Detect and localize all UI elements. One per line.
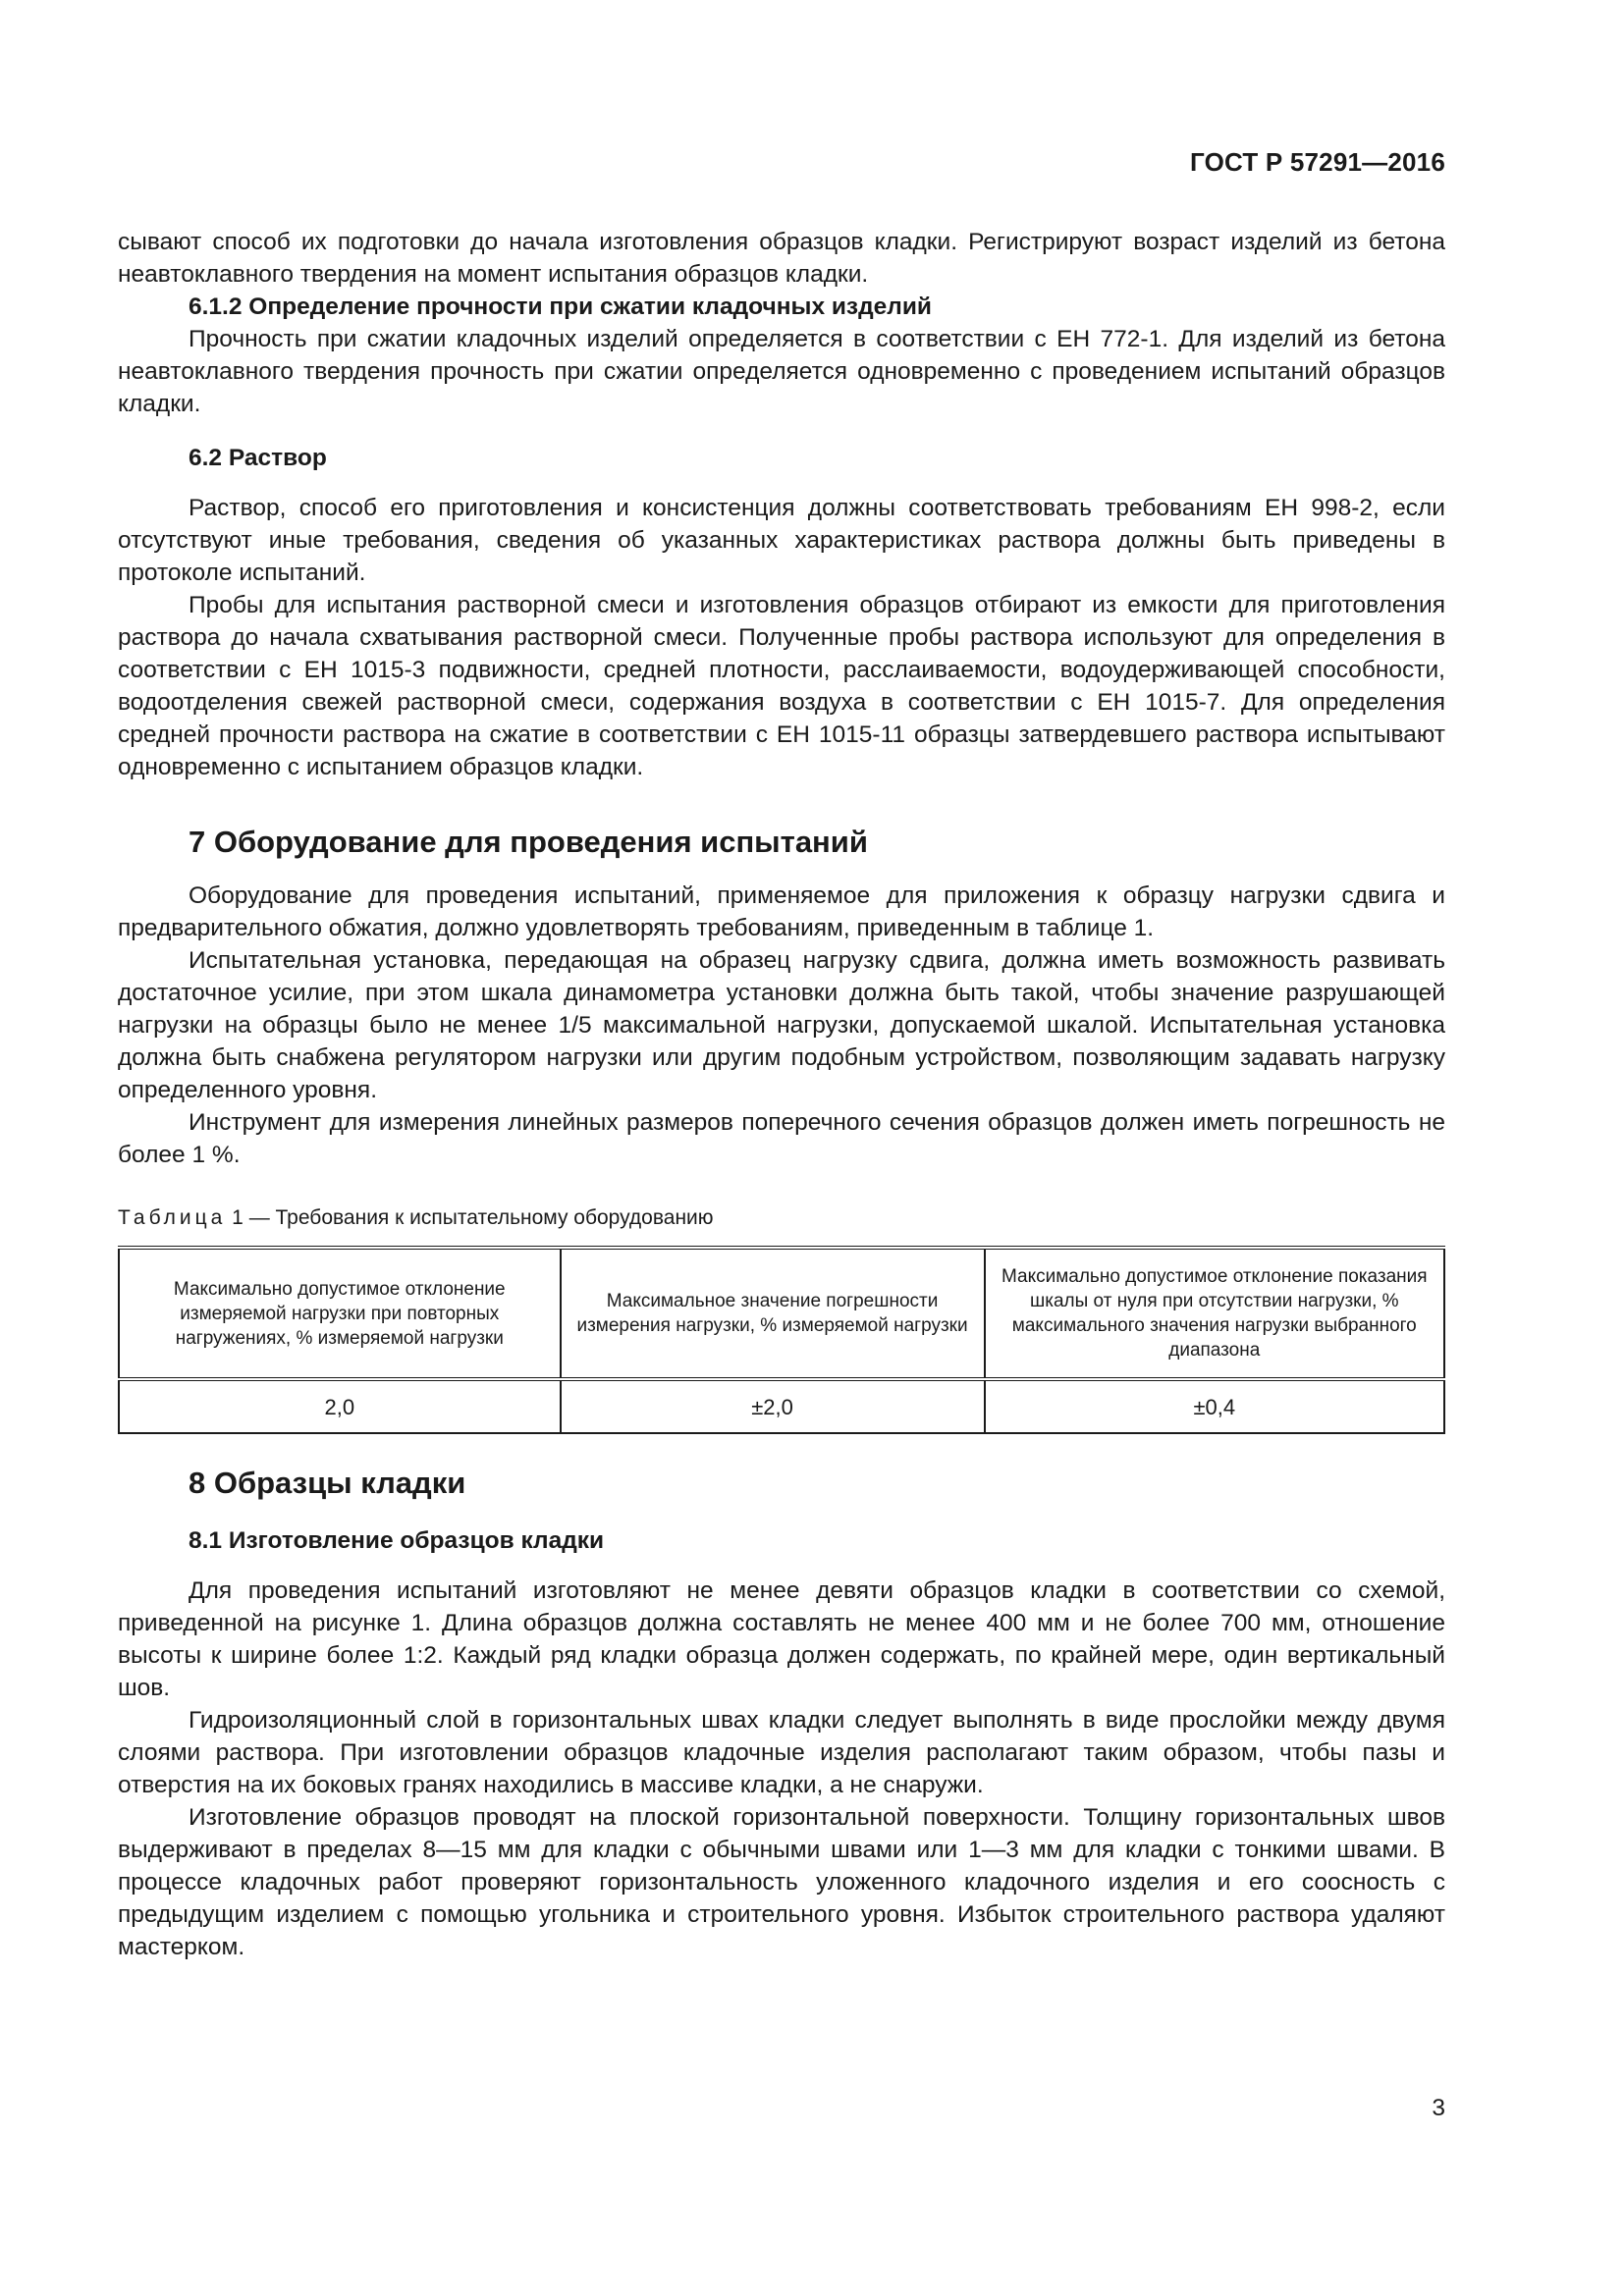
document-page [118,0,1445,2296]
section-7-paragraph-2: Испытательная установка, передающая на образец нагрузку сдвига, должна иметь возможность развивать достаточное усилие, при этом шкала динамометра установки должна быть такой, чтобы значение разрушающей нагрузки на образцы было не менее 1/5 максимальной нагрузки, допускаемой шкалой. Испытательная установка должна быть снабжена регулятором нагрузки или другим подобным устройством, позволяющим задавать нагрузку определенного уровня. [118,947,1445,1103]
table-caption-label: Таблица [118,1206,227,1229]
table-caption-text: 1 — Требования к испытательному оборудованию [226,1206,714,1229]
table-cell: ±0,4 [985,1379,1444,1433]
section-6-1-2-title: 6.1.2 Определение прочности при сжатии кладочных изделий [189,294,932,320]
section-8-1-paragraph-3: Изготовление образцов проводят на плоской горизонтальной поверхности. Толщину горизонтальных швов выдерживают в пределах 8—15 мм для кладки с обычными швами или 1—3 мм для кладки с тонкими швами. В процессе кладочных работ проверяют горизонтальность уложенного кладочного изделия и его соосность с предыдущим изделием с помощью угольника и строительного уровня. Избыток строительного раствора удаляют мастерком. [118,1804,1445,1960]
table-cell: 2,0 [119,1379,561,1433]
table-header-row [119,1248,1444,1379]
section-8-1-paragraph-1: Для проведения испытаний изготовляют не менее девяти образцов кладки в соответствии со схемой, приведенной на рисунке 1. Длина образцов должна составлять не менее 400 мм и не более 700 мм, отношение высоты к ширине более 1:2. Каждый ряд кладки образца должен содержать, по крайней мере, один вертикальный шов. [118,1577,1445,1701]
table-1-caption [118,1204,1445,1232]
section-6-1-2-paragraph: Прочность при сжатии кладочных изделий определяется в соответствии с ЕН 772-1. Для изделий из бетона неавтоклавного твердения прочность при сжатии определяется одновременно с проведением испытаний образцов кладки. [118,326,1445,417]
section-7-heading: 7 Оборудование для проведения испытаний [189,825,868,859]
table-header-cell: Максимальное значение погрешности измерения нагрузки, % измеряемой нагрузки [561,1248,985,1379]
section-7-paragraph-3: Инструмент для измерения линейных размеров поперечного сечения образцов должен иметь погрешность не более 1 %. [118,1109,1445,1168]
standard-designation: ГОСТ Р 57291—2016 [1190,147,1445,177]
section-6-2-paragraph-2: Пробы для испытания растворной смеси и изготовления образцов отбирают из емкости для приготовления раствора до начала схватывания растворной смеси. Полученные пробы раствора используют для определения в соответствии с ЕН 1015-3 подвижности, средней плотности, расслаиваемости, водоудерживающей способности, водоотделения свежей растворной смеси, содержания воздуха в соответствии с ЕН 1015-7. Для определения средней прочности раствора на сжатие в соответствии с ЕН 1015-11 образцы затвердевшего раствора испытывают одновременно с испытанием образцов кладки. [118,592,1445,780]
section-6-2-paragraph-1: Раствор, способ его приготовления и консистенция должны соответствовать требованиям ЕН 998-2, если отсутствуют иные требования, сведения об указанных характеристиках раствора должны быть приведены в протоколе испытаний. [118,495,1445,586]
table-header-cell: Максимально допустимое отклонение показания шкалы от нуля при отсутствии нагрузки, % максимального значения нагрузки выбранного диапазона [985,1248,1444,1379]
table-header-cell: Максимально допустимое отклонение измеряемой нагрузки при повторных нагружениях, % измеряемой нагрузки [119,1248,561,1379]
continuation-paragraph: сывают способ их подготовки до начала изготовления образцов кладки. Регистрируют возраст изделий из бетона неавтоклавного твердения на момент испытания образцов кладки. [118,229,1445,288]
section-8-1-title: 8.1 Изготовление образцов кладки [189,1527,605,1554]
section-6-2-title: 6.2 Раствор [189,445,327,471]
table-row [119,1379,1444,1433]
equipment-requirements-table [118,1246,1445,1434]
page-content [118,226,1445,1963]
section-8-1-paragraph-2: Гидроизоляционный слой в горизонтальных швах кладки следует выполнять в виде прослойки между двумя слоями раствора. При изготовлении образцов кладочные изделия располагают таким образом, чтобы пазы и отверстия на их боковых гранях находились в массиве кладки, а не снаружи. [118,1707,1445,1798]
section-8-heading: 8 Образцы кладки [189,1466,466,1500]
page-number: 3 [1432,2095,1445,2121]
table-cell: ±2,0 [561,1379,985,1433]
section-7-paragraph-1: Оборудование для проведения испытаний, применяемое для приложения к образцу нагрузки сдвига и предварительного обжатия, должно удовлетворять требованиям, приведенным в таблице 1. [118,882,1445,941]
